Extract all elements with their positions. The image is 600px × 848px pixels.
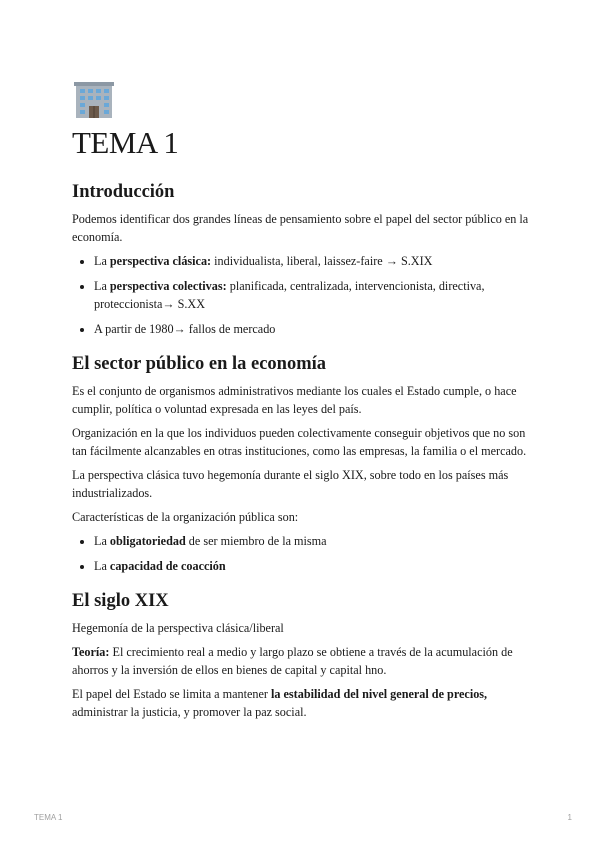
list-item: • A partir de 1980→ fallos de mercado bbox=[94, 320, 532, 338]
xix-paragraph-2: Teoría: El crecimiento real a medio y largo plazo se obtiene a través de la acumulación de ahorros y la inversión de ellos en bienes de capital y capital hno. bbox=[72, 645, 513, 677]
section-heading-siglo-xix: El siglo XIX bbox=[72, 591, 169, 611]
document-page bbox=[72, 78, 532, 727]
list-item: • La obligatoriedad de ser miembro de la misma bbox=[94, 532, 532, 550]
page-number: 1 bbox=[567, 813, 572, 822]
sector-paragraph-3: La perspectiva clásica tuvo hegemonía durante el siglo XIX, sobre todo en los países más industrializados. bbox=[72, 468, 509, 500]
office-building-icon bbox=[72, 78, 116, 118]
section-heading-sector-publico: El sector público en la economía bbox=[72, 354, 327, 374]
sector-list bbox=[72, 532, 532, 575]
sector-paragraph-1: Es el conjunto de organismos administrativos mediante los cuales el Estado cumple, o hace cumplir, política o voluntad expresada en las leyes del país. bbox=[72, 384, 517, 416]
footer-title: TEMA 1 bbox=[34, 813, 63, 822]
sector-paragraph-4: Características de la organización pública son: bbox=[72, 510, 299, 524]
intro-list bbox=[72, 252, 532, 338]
sector-paragraph-2: Organización en la que los individuos pueden colectivamente conseguir objetivos que no son tan fácilmente alcanzables en otras instituciones, como las empresas, la familia o el mercado. bbox=[72, 426, 527, 458]
page-title: TEMA 1 bbox=[72, 125, 179, 160]
list-item: • La perspectiva colectivas: planificada, centralizada, intervencionista, directiva, proteccionista→ S.XX bbox=[94, 277, 532, 313]
section-heading-introduccion: Introducción bbox=[72, 182, 175, 202]
list-item: • La capacidad de coacción bbox=[94, 557, 532, 575]
xix-paragraph-3: El papel del Estado se limita a mantener la estabilidad del nivel general de precios, administrar la justicia, y promover la paz social. bbox=[72, 687, 488, 719]
intro-paragraph: Podemos identificar dos grandes líneas de pensamiento sobre el papel del sector público en la economía. bbox=[72, 212, 529, 244]
xix-paragraph-1: Hegemonía de la perspectiva clásica/liberal bbox=[72, 621, 284, 635]
list-item: • La perspectiva clásica: individualista, liberal, laissez-faire → S.XIX bbox=[94, 252, 532, 270]
